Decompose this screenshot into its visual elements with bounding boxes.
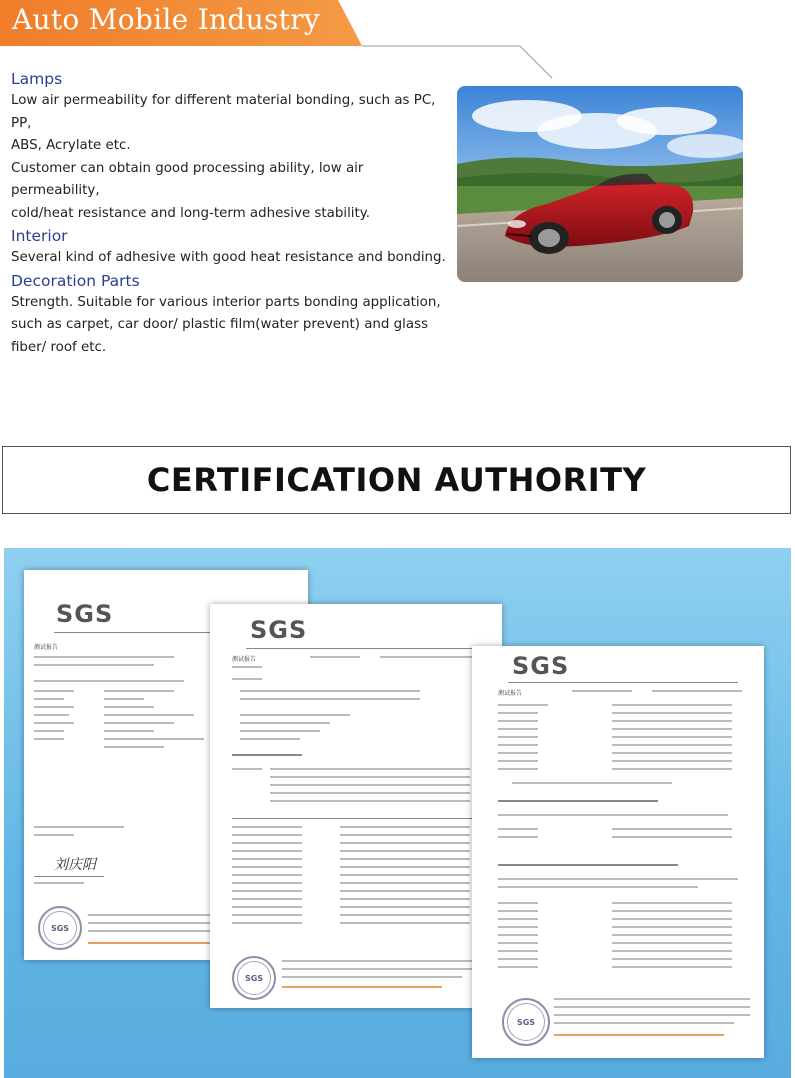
text-line	[340, 898, 470, 900]
text-line	[240, 722, 330, 724]
text-line	[34, 714, 69, 716]
text-line	[498, 704, 548, 706]
text-line	[310, 656, 360, 658]
report-heading: 测试报告	[232, 656, 257, 663]
text-line	[612, 828, 732, 830]
text-line	[232, 874, 302, 876]
section-text-line: ABS, Acrylate etc.	[11, 138, 131, 153]
text-line	[104, 698, 144, 700]
text-line	[232, 898, 302, 900]
text-line	[512, 782, 672, 784]
text-line	[34, 826, 124, 828]
car-photo	[457, 86, 743, 282]
text-line	[270, 800, 470, 802]
text-line	[240, 698, 420, 700]
text-line	[498, 720, 538, 722]
text-line	[498, 768, 538, 770]
text-line	[612, 902, 732, 904]
divider	[34, 876, 104, 877]
text-line	[498, 934, 538, 936]
text-line	[498, 864, 678, 866]
text-line	[340, 922, 470, 924]
text-line	[498, 910, 538, 912]
text-line	[34, 882, 84, 884]
text-line	[498, 966, 538, 968]
text-line	[612, 736, 732, 738]
certificates-panel	[4, 548, 791, 1078]
text-line	[240, 714, 350, 716]
text-line	[232, 834, 302, 836]
report-heading: 测试报告	[34, 644, 59, 651]
text-line	[498, 836, 538, 838]
text-line	[34, 680, 184, 682]
text-line	[498, 942, 538, 944]
text-line	[34, 690, 74, 692]
text-line	[34, 664, 154, 666]
text-line	[340, 842, 470, 844]
section-heading-decoration-parts: Decoration Parts	[11, 271, 140, 290]
divider	[232, 818, 482, 819]
text-line	[554, 1014, 750, 1016]
text-line	[240, 730, 320, 732]
text-line	[340, 834, 470, 836]
text-line	[612, 752, 732, 754]
text-line	[652, 690, 742, 692]
text-line	[232, 666, 262, 668]
text-line	[104, 706, 154, 708]
text-line	[612, 934, 732, 936]
text-line	[498, 926, 538, 928]
text-line	[612, 926, 732, 928]
text-line	[270, 784, 470, 786]
text-line	[498, 800, 658, 802]
divider	[508, 682, 738, 683]
text-line	[232, 754, 302, 756]
text-line	[340, 850, 470, 852]
sgs-stamp: SGS	[232, 956, 276, 1000]
text-line	[104, 714, 194, 716]
section-lamps	[11, 68, 451, 225]
text-line	[232, 914, 302, 916]
text-line	[282, 976, 462, 978]
text-line	[34, 656, 174, 658]
text-line	[498, 950, 538, 952]
text-line	[554, 998, 750, 1000]
text-line	[498, 828, 538, 830]
text-line	[572, 690, 632, 692]
text-line	[498, 752, 538, 754]
section-text-line: fiber/ roof etc.	[11, 339, 107, 355]
sgs-logo: SGS	[512, 652, 570, 680]
certification-heading-box	[2, 446, 791, 514]
text-line	[240, 690, 420, 692]
section-text-line: Low air permeability for different material bonding, such as PC, PP,	[11, 93, 436, 131]
text-line	[612, 950, 732, 952]
sgs-logo: SGS	[250, 616, 308, 644]
text-line	[612, 712, 732, 714]
section-text-line: Customer can obtain good processing ability, low air permeability,	[11, 160, 364, 198]
text-line	[612, 958, 732, 960]
text-line	[498, 736, 538, 738]
text-line	[104, 746, 164, 748]
text-line	[612, 728, 732, 730]
application-description	[11, 68, 451, 359]
text-line	[232, 826, 302, 828]
text-line	[498, 814, 728, 816]
page-title: Auto Mobile Industry	[12, 3, 320, 36]
text-line	[498, 886, 698, 888]
text-line	[282, 968, 482, 970]
text-line	[340, 826, 470, 828]
report-heading: 测试报告	[498, 690, 523, 697]
section-interior	[11, 225, 451, 270]
text-line	[104, 690, 174, 692]
text-line	[232, 906, 302, 908]
text-line	[498, 728, 538, 730]
text-line	[340, 914, 470, 916]
text-line	[612, 942, 732, 944]
section-text-line: such as carpet, car door/ plastic film(water prevent) and glass	[11, 317, 429, 332]
text-line	[554, 1022, 734, 1024]
sgs-logo: SGS	[56, 600, 114, 628]
certification-title: CERTIFICATION AUTHORITY	[146, 461, 647, 499]
text-line	[612, 744, 732, 746]
text-line	[340, 906, 470, 908]
sgs-stamp: SGS	[38, 906, 82, 950]
text-line	[34, 834, 74, 836]
text-line	[232, 866, 302, 868]
text-line	[282, 986, 442, 988]
text-line	[34, 722, 74, 724]
text-line	[612, 966, 732, 968]
text-line	[498, 902, 538, 904]
section-text-line: Strength. Suitable for various interior parts bonding application,	[11, 294, 441, 310]
text-line	[232, 842, 302, 844]
text-line	[240, 738, 300, 740]
section-text-line: Several kind of adhesive with good heat resistance and bonding.	[11, 250, 446, 265]
text-line	[380, 656, 480, 658]
text-line	[498, 712, 538, 714]
text-line	[612, 760, 732, 762]
text-line	[612, 918, 732, 920]
text-line	[104, 730, 154, 732]
signature: 刘庆阳	[54, 857, 96, 873]
text-line	[498, 760, 538, 762]
text-line	[340, 858, 470, 860]
text-line	[340, 890, 470, 892]
text-line	[34, 706, 74, 708]
divider	[246, 648, 476, 649]
text-line	[232, 678, 262, 680]
text-line	[612, 836, 732, 838]
section-heading-interior: Interior	[11, 227, 68, 245]
text-line	[498, 958, 538, 960]
text-line	[612, 768, 732, 770]
text-line	[232, 922, 302, 924]
certificate-document	[472, 646, 764, 1058]
sgs-stamp: SGS	[502, 998, 550, 1046]
text-line	[270, 792, 470, 794]
section-heading-lamps: Lamps	[11, 70, 63, 88]
section-decoration-parts	[11, 270, 451, 360]
text-line	[34, 730, 64, 732]
text-line	[554, 1034, 724, 1036]
text-line	[104, 738, 204, 740]
text-line	[270, 776, 470, 778]
text-line	[612, 910, 732, 912]
text-line	[498, 918, 538, 920]
text-line	[34, 738, 64, 740]
text-line	[282, 960, 482, 962]
text-line	[232, 850, 302, 852]
text-line	[232, 768, 262, 770]
certificate-document	[210, 604, 502, 1008]
text-line	[232, 882, 302, 884]
text-line	[498, 744, 538, 746]
text-line	[612, 704, 732, 706]
text-line	[34, 698, 64, 700]
text-line	[270, 768, 470, 770]
text-line	[554, 1006, 750, 1008]
text-line	[232, 858, 302, 860]
text-line	[104, 722, 174, 724]
text-line	[612, 720, 732, 722]
text-line	[232, 890, 302, 892]
text-line	[340, 874, 470, 876]
text-line	[498, 878, 738, 880]
text-line	[340, 866, 470, 868]
text-line	[340, 882, 470, 884]
section-text-line: cold/heat resistance and long-term adhesive stability.	[11, 205, 371, 221]
